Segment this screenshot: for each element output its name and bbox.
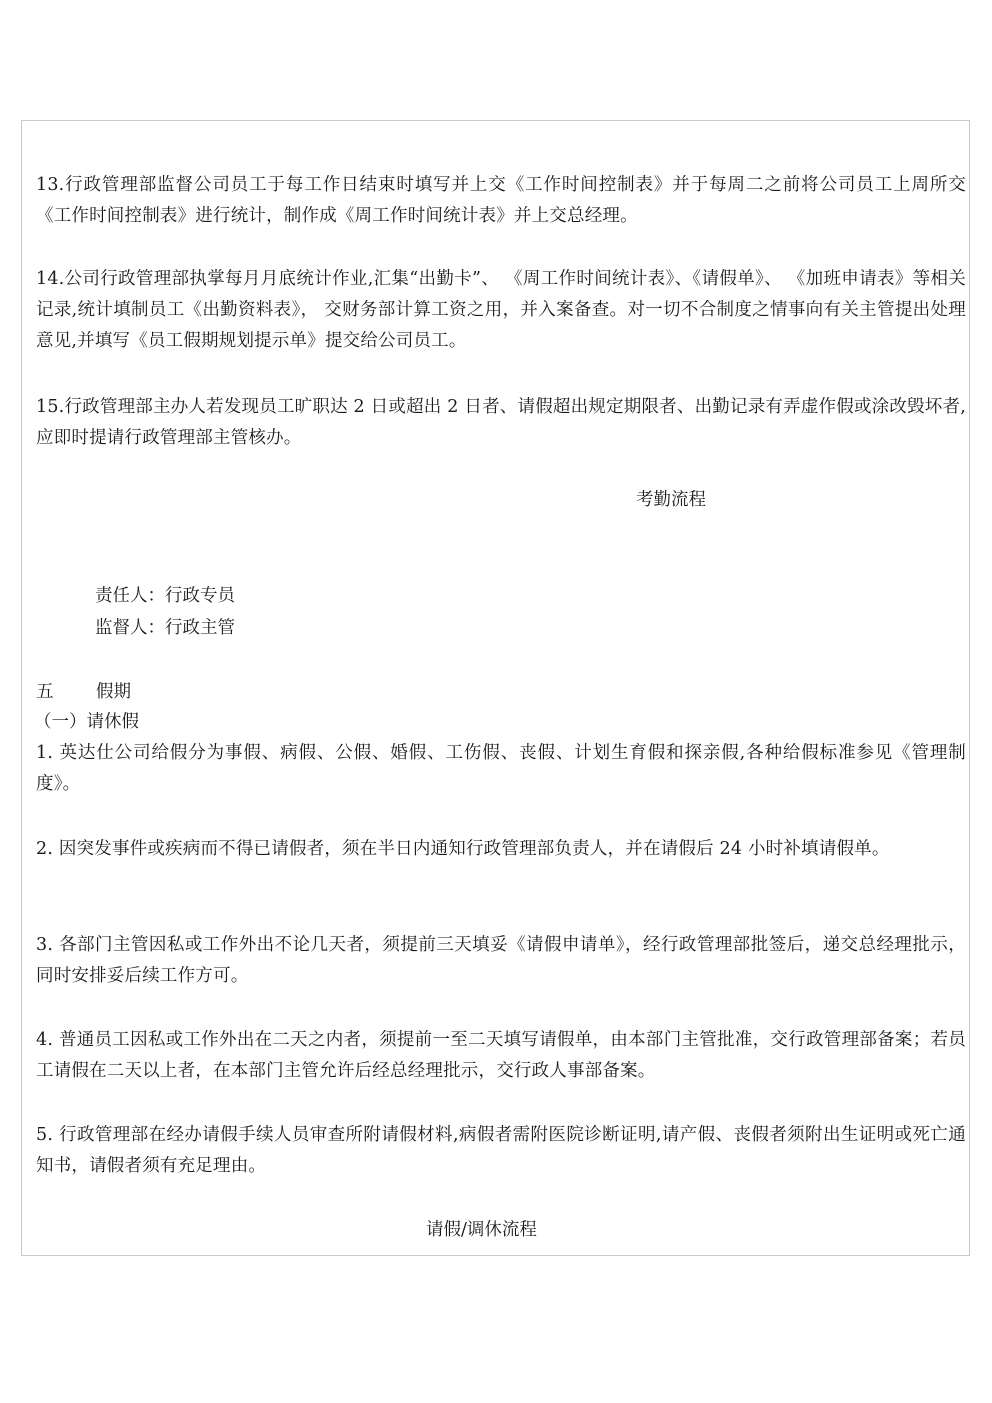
section-five-title: 假期 [96, 682, 131, 702]
attendance-flow-title: 考勤流程 [636, 490, 706, 510]
leave-flow-title: 请假/调休流程 [426, 1220, 537, 1240]
subsection-leave: （一）请休假 [34, 712, 139, 732]
leave-item-2: 2. 因突发事件或疾病而不得已请假者，须在半日内通知行政管理部负责人，并在请假后 24 小时补填请假单。 [36, 839, 890, 859]
leave-item-5: 5. 行政管理部在经办请假手续人员审查所附请假材料,病假者需附医院诊断证明,请产假、丧假者须附出生证明或死亡通知书，请假者须有充足理由。 [36, 1125, 966, 1176]
leave-item-4: 4. 普通员工因私或工作外出在二天之内者，须提前一至二天填写请假单，由本部门主管批准，交行政管理部备案；若员工请假在二天以上者，在本部门主管允许后经总经理批示，交行政人事部备案。 [36, 1030, 966, 1081]
paragraph-13: 13.行政管理部监督公司员工于每工作日结束时填写并上交《工作时间控制表》并于每周二之前将公司员工上周所交《工作时间控制表》进行统计，制作成《周工作时间统计表》并上交总经理。 [36, 175, 966, 226]
responsible-person: 责任人：行政专员 [95, 586, 235, 606]
leave-item-1: 1. 英达仕公司给假分为事假、病假、公假、婚假、工伤假、丧假、计划生育假和探亲假,各种给假标准参见《管理制度》。 [36, 743, 966, 794]
paragraph-14: 14.公司行政管理部执掌每月月底统计作业,汇集“出勤卡”、 《周工作时间统计表》、《请假单》、 《加班申请表》等相关记录,统计填制员工《出勤资料表》， 交财务部计算工资之用，并入案备查。对一切不合制度之情事向有关主管提出处理意见,并填写《员工假期规划提示单》提交给公司员工。 [36, 269, 966, 351]
supervisor-person: 监督人：行政主管 [95, 618, 235, 638]
section-five-number: 五 [36, 682, 54, 702]
leave-item-3: 3. 各部门主管因私或工作外出不论几天者，须提前三天填妥《请假申请单》，经行政管理部批签后，递交总经理批示，同时安排妥后续工作方可。 [36, 935, 966, 986]
paragraph-15: 15.行政管理部主办人若发现员工旷职达 2 日或超出 2 日者、请假超出规定期限者、出勤记录有弄虚作假或涂改毁坏者,应即时提请行政管理部主管核办。 [36, 397, 966, 448]
